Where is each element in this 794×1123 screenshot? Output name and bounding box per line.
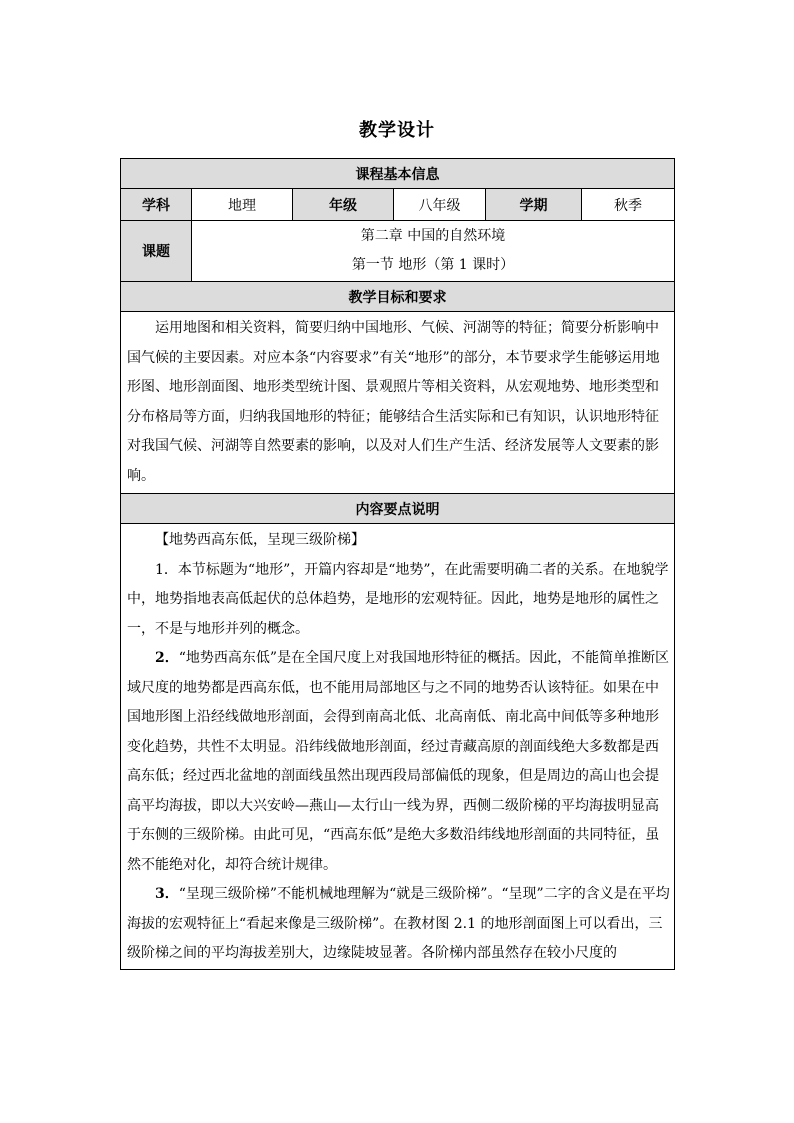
content-heading: 【地势西高东低，呈现三级阶梯】 bbox=[155, 532, 365, 548]
topic-section: 第一节 地形（第 1 课时） bbox=[351, 257, 515, 273]
paragraph-3-text: “呈现三级阶梯”不能机械地理解为“就是三级阶梯”。“呈现”二字的含义是在平均海拔的宏观特征上“看起来像是三级阶梯”。在教材图 2.1 的地形剖面图上可以看出，三级阶梯之间的平均海拔差别大，边缘陡坡显著。各阶梯内部虽然存在较小尺度的 bbox=[127, 886, 670, 961]
goals-text: 运用地图和相关资料，简要归纳中国地形、气候、河湖等的特征；简要分析影响中国气候的主要因素。对应本条“内容要求”有关“地形”的部分，本节要求学生能够运用地形图、地形剖面图、地形类型统计图、景观照片等相关资料，从宏观地势、地形类型和分布格局等方面，归纳我国地形的特征；能够结合生活实际和已有知识，认识地形特征对我国气候、河湖等自然要素的影响，以及对人们生产生活、经济发展等人文要素的影响。 bbox=[121, 312, 675, 494]
paragraph-1-text: 本节标题为“地形”，开篇内容却是“地势”，在此需要明确二者的关系。在地貌学中，地势指地表高低起伏的总体趋势，是地形的宏观特征。因此，地势是地形的属性之一，不是与地形并列的概念。 bbox=[127, 561, 669, 637]
lesson-plan-table bbox=[120, 158, 675, 970]
content-paragraph-2 bbox=[127, 644, 670, 880]
document-title: 教学设计 bbox=[359, 120, 435, 141]
goals-header: 教学目标和要求 bbox=[121, 282, 675, 312]
subject-label: 学科 bbox=[121, 189, 192, 221]
paragraph-2-text: “地势西高东低”是在全国尺度上对我国地形特征的概括。因此，不能简单推断区域尺度的地势都是西高东低，也不能用局部地区与之不同的地势否认该特征。如果在中国地形图上沿经线做地形剖面，会得到南高北低、北高南低、南北高中间低等多种地形变化趋势，共性不太明显。沿纬线做地形剖面，经过青藏高原的剖面线绝大多数都是西高东低；经过西北盆地的剖面线虽然出现西段局部偏低的现象，但是周边的高山也会提高平均海拔，即以大兴安岭—燕山—太行山一线为界，西侧二级阶梯的平均海拔明显高于东侧的三级阶梯。由此可见，“西高东低”是绝大多数沿纬线地形剖面的共同特征，虽然不能绝对化，却符合统计规律。 bbox=[127, 650, 670, 873]
content-paragraph-3 bbox=[127, 880, 670, 969]
term-label: 学期 bbox=[486, 189, 582, 221]
content-header: 内容要点说明 bbox=[121, 494, 675, 524]
term-value: 秋季 bbox=[582, 189, 675, 221]
topic-value bbox=[192, 221, 675, 282]
basic-info-header: 课程基本信息 bbox=[121, 159, 675, 189]
topic-chapter: 第二章 中国的自然环境 bbox=[360, 228, 506, 244]
grade-label: 年级 bbox=[293, 189, 394, 221]
grade-value: 八年级 bbox=[394, 189, 486, 221]
paragraph-1-number: 1． bbox=[155, 561, 178, 578]
content-body bbox=[121, 524, 675, 970]
subject-value: 地理 bbox=[192, 189, 293, 221]
paragraph-3-number: 3． bbox=[155, 886, 179, 902]
paragraph-2-number: 2． bbox=[155, 650, 179, 666]
topic-label: 课题 bbox=[121, 221, 192, 282]
content-paragraph-1 bbox=[127, 556, 670, 645]
